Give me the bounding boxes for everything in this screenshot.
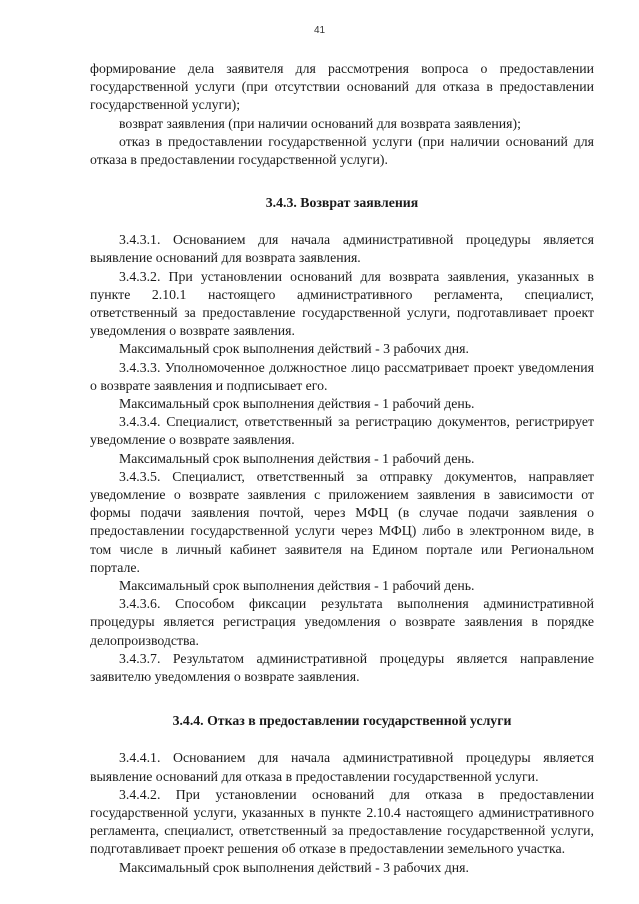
paragraph: 3.4.3.3. Уполномоченное должностное лицо рассматривает проект уведомления о возврате заявления и подписывает его. xyxy=(90,359,594,393)
paragraph: 3.4.3.4. Специалист, ответственный за регистрацию документов, регистрирует уведомление о возврате заявления. xyxy=(90,414,594,448)
paragraph: 3.4.3.5. Специалист, ответственный за отправку документов, направляет уведомление о возврате заявления с приложением заявления в зависимости от формы подачи заявления почтой, через МФЦ (в случае подачи заявления о предоставлении государственной услуги через МФЦ) либо в электронном виде, в том числе в личный кабинет заявителя на Едином портале или Региональном портале. xyxy=(90,468,594,575)
section-heading-3-4-4: 3.4.4. Отказ в предоставлении государственной услуги xyxy=(172,713,512,729)
paragraph: 3.4.4.2. При установлении оснований для отказа в предоставлении государственной услуги, указанных в пункте 2.10.4 настоящего административного регламента, специалист, ответственный за предоставление государственной услуги, подготавливает проект решения об отказе в предоставлении земельного участка. xyxy=(90,786,594,857)
paragraph: Максимальный срок выполнения действий - 3 рабочих дня. xyxy=(119,341,469,357)
page-content xyxy=(90,60,594,877)
paragraph: Максимальный срок выполнения действия - 1 рабочий день. xyxy=(119,396,475,412)
paragraph: Максимальный срок выполнения действий - 3 рабочих дня. xyxy=(119,859,469,875)
paragraph: 3.4.3.7. Результатом административной процедуры является направление заявителю уведомления о возврате заявления. xyxy=(90,650,594,685)
paragraph: отказ в предоставлении государственной услуги (при наличии оснований для отказа в предоставлении государственной услуги). xyxy=(90,133,594,168)
paragraph: формирование дела заявителя для рассмотрения вопроса о предоставлении государственной услуги (при отсутствии оснований для отказа в предоставлении государственной услуги); xyxy=(90,61,594,113)
paragraph: Максимальный срок выполнения действия - 1 рабочий день. xyxy=(119,450,475,466)
section-heading-3-4-3: 3.4.3. Возврат заявления xyxy=(265,195,419,211)
paragraph: Максимальный срок выполнения действия - 1 рабочий день. xyxy=(119,578,475,594)
page-number: 41 xyxy=(313,25,326,36)
paragraph: 3.4.4.1. Основанием для начала административной процедуры является выявление оснований для отказа в предоставлении государственной услуги. xyxy=(90,750,594,784)
paragraph: 3.4.3.6. Способом фиксации результата выполнения административной процедуры является регистрация уведомления о возврате заявления в порядке делопроизводства. xyxy=(90,596,594,648)
paragraph: 3.4.3.1. Основанием для начала административной процедуры является выявление оснований для возврата заявления. xyxy=(90,232,594,266)
paragraph: 3.4.3.2. При установлении оснований для возврата заявления, указанных в пункте 2.10.1 настоящего административного регламента, специалист, ответственный за предоставление государственной услуги, подготавливает проект уведомления о возврате заявления. xyxy=(90,268,594,339)
paragraph: возврат заявления (при наличии оснований для возврата заявления); xyxy=(119,115,521,131)
